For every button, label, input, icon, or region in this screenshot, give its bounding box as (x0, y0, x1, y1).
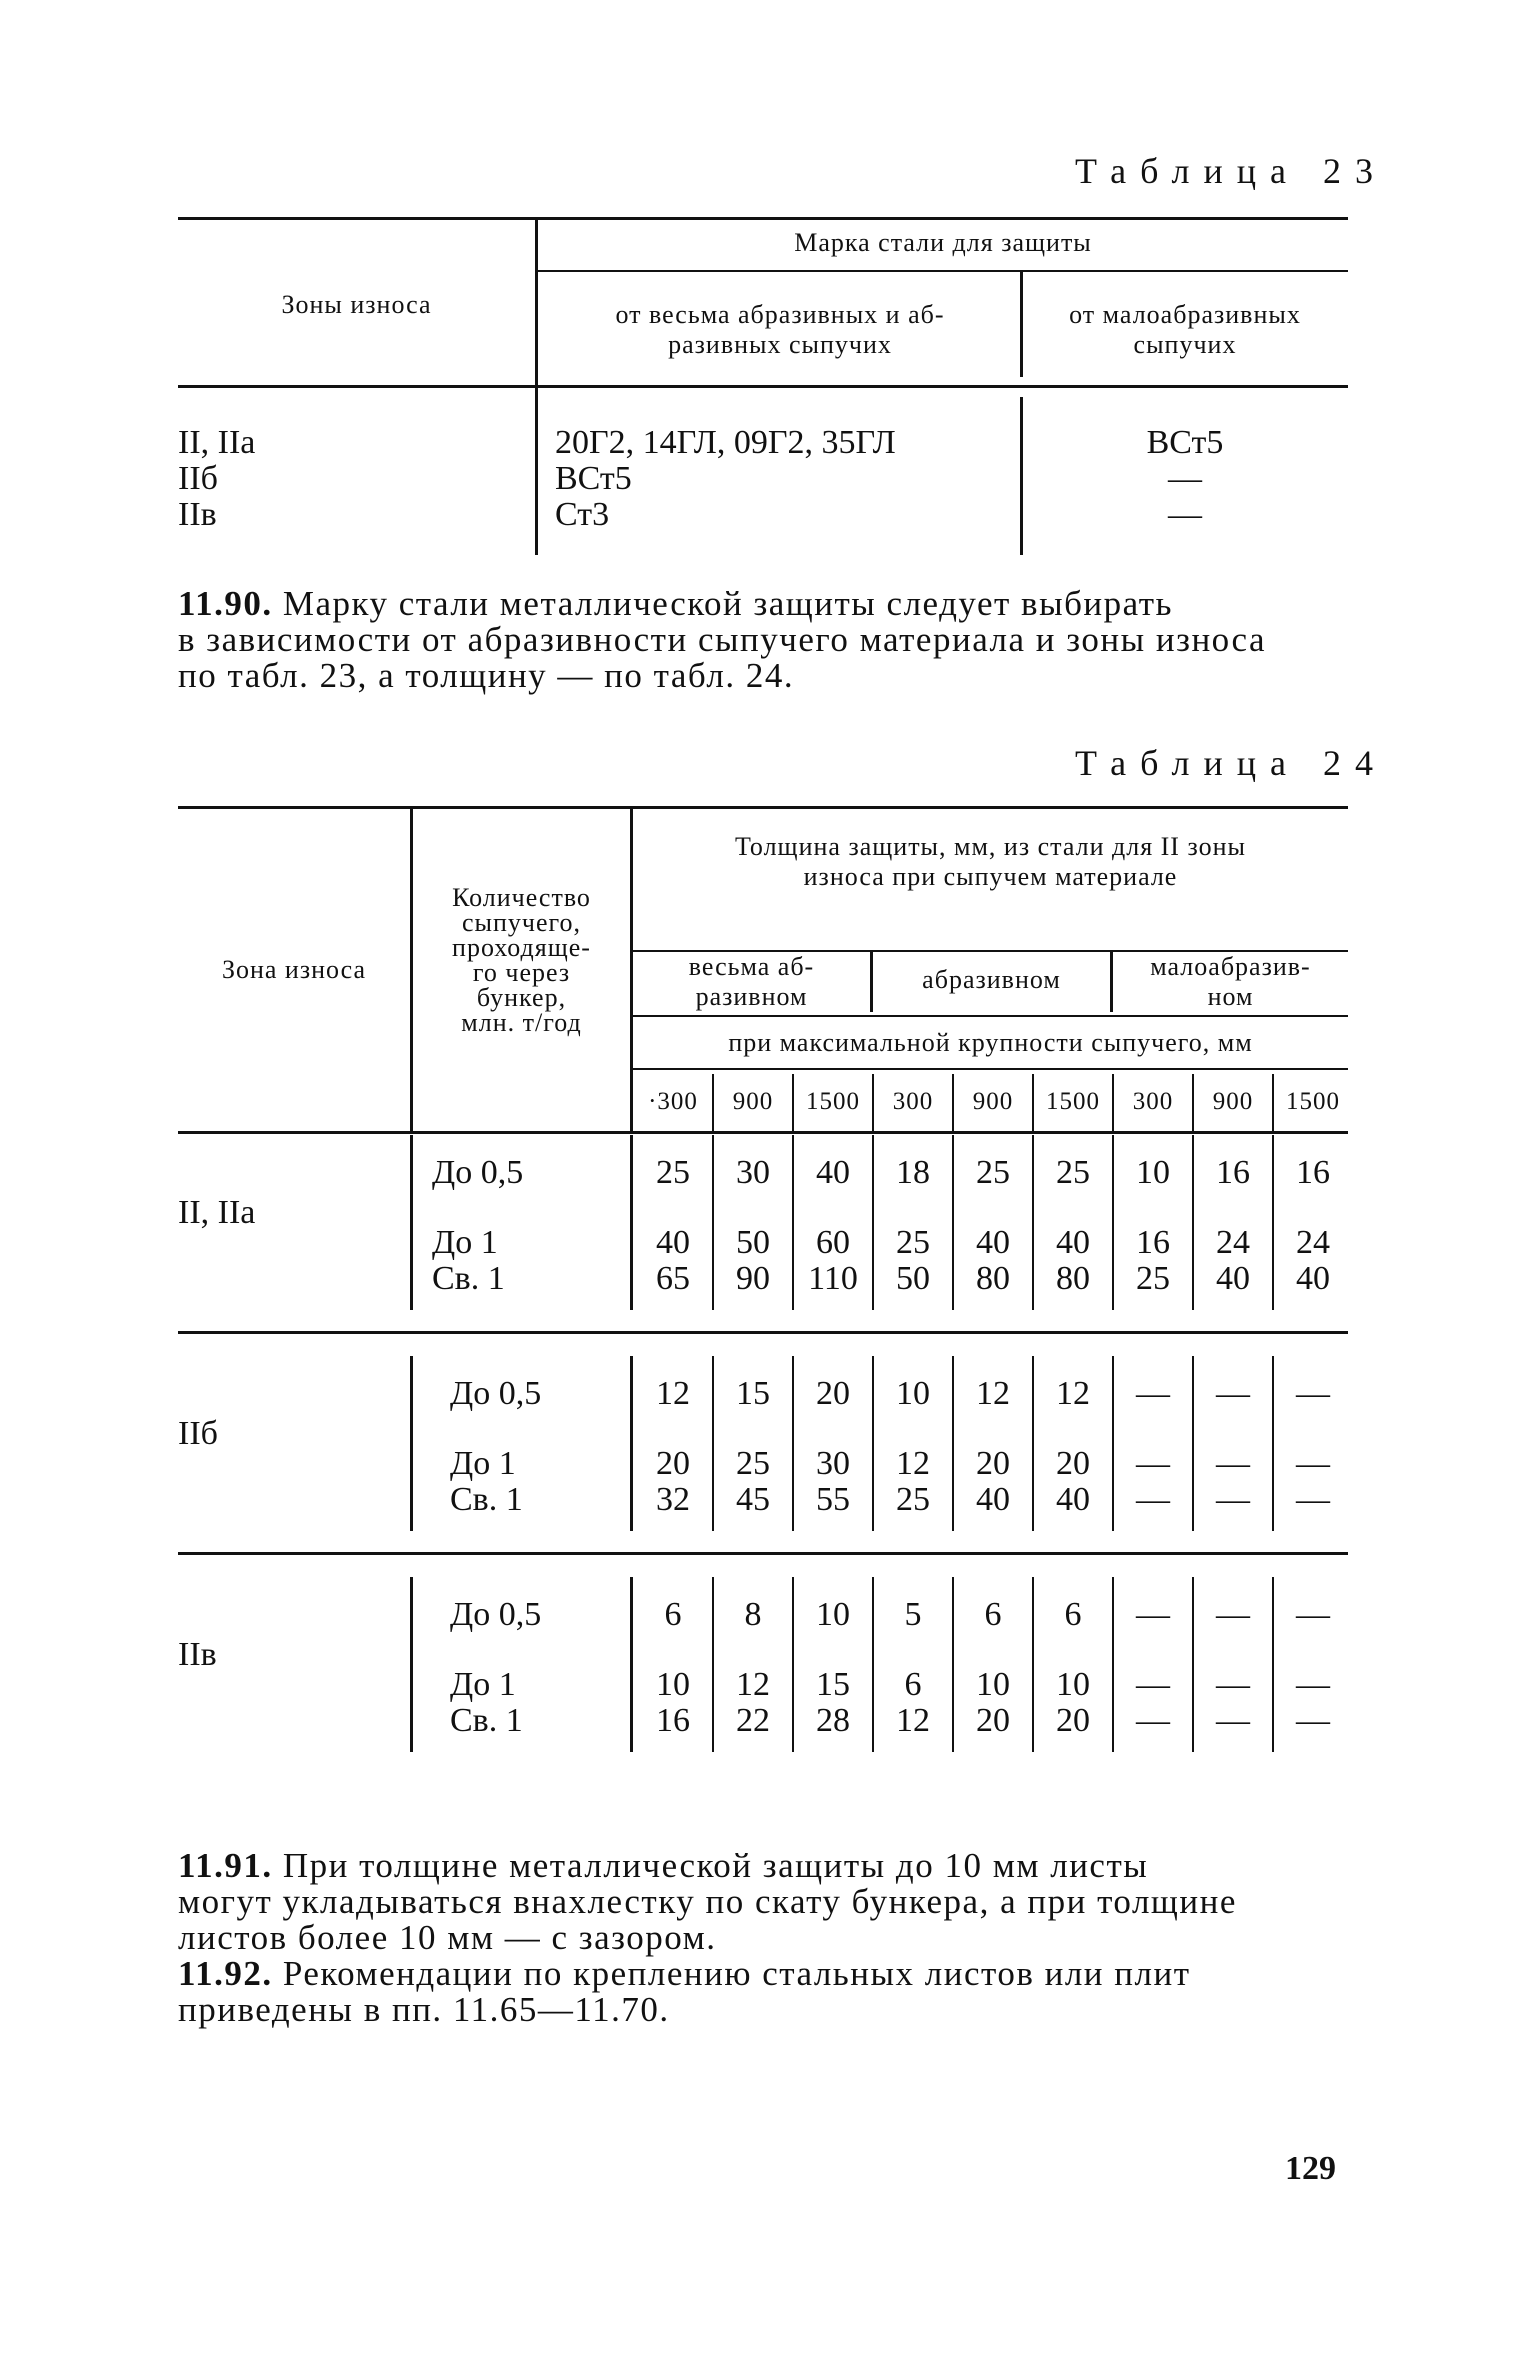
group-3-row-2-value-4: 6 (904, 1666, 922, 1703)
paragraph-11-90-line-2: в зависимости от абразивности сыпучего материала и зоны износа (178, 620, 1267, 659)
size-header-9: 1500 (1286, 1088, 1340, 1115)
group-3-row-3-value-2: 22 (736, 1702, 770, 1739)
group-2-row-1-qty: До 0,5 (450, 1375, 542, 1412)
group-3-row-2-value-1: 10 (656, 1666, 690, 1703)
group-3-row-1-value-8: — (1216, 1596, 1250, 1633)
table-23-caption: Таблица 23 (1075, 151, 1387, 191)
table-24-sub-abrasive: абразивном (922, 965, 1061, 994)
group-2-row-1-value-2: 15 (736, 1375, 770, 1412)
group-2-row-2-value-5: 20 (976, 1445, 1010, 1482)
group-1-separator (178, 1331, 1348, 1334)
paragraph-11-91-line-3: листов более 10 мм — с зазором. (178, 1918, 717, 1957)
size-header-divider-5 (1032, 1074, 1034, 1132)
paragraph-11-91-line-2: могут укладываться внахлестку по скату бункера, а при толщине (178, 1882, 1237, 1921)
table-23-col-low-line-1: от малоабразивных (1069, 300, 1301, 329)
group-2-row-1-value-8: — (1216, 1375, 1250, 1412)
group-3-row-1-qty: До 0,5 (450, 1596, 542, 1633)
group-1-row-2-value-8: 24 (1216, 1224, 1250, 1261)
group-2-row-2-value-6: 20 (1056, 1445, 1090, 1482)
group-2-row-1-value-5: 12 (976, 1375, 1010, 1412)
size-header-6: 1500 (1046, 1088, 1100, 1115)
group-2-row-1-value-4: 10 (896, 1375, 930, 1412)
group-3-row-3-value-1: 16 (656, 1702, 690, 1739)
table-24-sub-c-line-1: малоабразив- (1150, 952, 1311, 981)
size-header-8: 900 (1212, 1088, 1254, 1115)
group-1-row-2-value-4: 25 (896, 1224, 930, 1261)
table-24-sub-a-line-2: разивном (695, 982, 808, 1011)
group-3-row-3-value-9: — (1296, 1702, 1330, 1739)
group-1-row-1-value-2: 30 (736, 1154, 770, 1191)
group-1-row-1-qty: До 0,5 (432, 1154, 524, 1191)
paragraph-11-92-number: 11.92. (178, 1954, 273, 1993)
table-23-zone-cells (178, 425, 255, 533)
group-1-row-1-value-8: 16 (1216, 1154, 1250, 1191)
group-3-row-1-value-5: 6 (984, 1596, 1002, 1633)
group-3-row-3-value-8: — (1216, 1702, 1250, 1739)
group-2-row-3-value-9: — (1296, 1481, 1330, 1518)
group-2-row-1-value-1: 12 (656, 1375, 690, 1412)
group-3-row-1-value-3: 10 (816, 1596, 850, 1633)
paragraph-11-90-line-3: по табл. 23, а толщину — по табл. 24. (178, 656, 795, 695)
group-3-row-1-value-4: 5 (904, 1596, 922, 1633)
table-23-row-3-low: — (1168, 496, 1202, 533)
group-1-row-1-value-7: 10 (1136, 1154, 1170, 1191)
group-1-row-1-value-6: 25 (1056, 1154, 1090, 1191)
group-2-row-2-value-4: 12 (896, 1445, 930, 1482)
group-1-row-2-value-3: 60 (816, 1224, 850, 1261)
group-2-vline-zone (410, 1356, 413, 1531)
group-3-row-2-value-7: — (1136, 1666, 1170, 1703)
zone-label-3: IIв (178, 1636, 217, 1673)
group-1-row-1-value-1: 25 (656, 1154, 690, 1191)
group-3-row-3-value-5: 20 (976, 1702, 1010, 1739)
paragraph-11-90-number: 11.90. (178, 584, 273, 623)
paragraph-11-92-line-1: Рекомендации по креплению стальных листов или плит (282, 1954, 1191, 1993)
paragraph-11-90 (178, 586, 1338, 694)
group-2-row-1-value-9: — (1296, 1375, 1330, 1412)
size-header-3: 1500 (806, 1088, 860, 1115)
table-23-col-abrasive-line-1: от весьма абразивных и аб- (615, 300, 945, 329)
group-3-row-2-value-8: — (1216, 1666, 1250, 1703)
group-3-row-2-qty: До 1 (450, 1666, 516, 1703)
table-23-abrasive-cells (555, 425, 896, 533)
group-2-row-3-value-8: — (1216, 1481, 1250, 1518)
table-24-sub-rule (633, 1015, 1348, 1017)
table-24-col-qty-line-5: бункер, (476, 983, 567, 1012)
group-1-row-2-value-6: 40 (1056, 1224, 1090, 1261)
group-3-row-1-value-9: — (1296, 1596, 1330, 1633)
group-2-row-2-value-7: — (1136, 1445, 1170, 1482)
group-2-row-3-value-6: 40 (1056, 1481, 1090, 1518)
size-header-divider-2 (792, 1074, 794, 1132)
table-24-col-group-line-1: Толщина защиты, мм, из стали для II зоны (735, 832, 1246, 861)
table-24-col-qty-line-1: Количество (452, 883, 591, 912)
group-2-row-3-qty: Св. 1 (450, 1481, 523, 1518)
table-24-sub-c-line-2: ном (1207, 982, 1254, 1011)
table-24-sub-very-abrasive (633, 952, 870, 1012)
size-header-4: 300 (892, 1088, 934, 1115)
size-header-7: 300 (1132, 1088, 1174, 1115)
group-1-row-3-value-3: 110 (808, 1260, 858, 1297)
group-3-row-3-value-4: 12 (896, 1702, 930, 1739)
paragraph-11-92-line-2: приведены в пп. 11.65—11.70. (178, 1990, 670, 2029)
group-2-row-1-value-6: 12 (1056, 1375, 1090, 1412)
group-1-row-3-value-9: 40 (1296, 1260, 1330, 1297)
group-1-row-2-value-1: 40 (656, 1224, 690, 1261)
table-24-col-qty-line-4: го через (472, 958, 571, 987)
paragraph-11-91 (178, 1848, 1338, 1956)
table-23-vline-2 (1020, 272, 1023, 377)
table-23-row-1-zone: II, IIа (178, 424, 256, 461)
table-24-top-rule (178, 806, 1348, 809)
zone-label-2: IIб (178, 1415, 218, 1452)
group-3-row-2-value-6: 10 (1056, 1666, 1090, 1703)
group-1-row-3-qty: Св. 1 (432, 1260, 505, 1297)
group-2-row-3-value-7: — (1136, 1481, 1170, 1518)
group-3-row-1-value-1: 6 (664, 1596, 682, 1633)
table-23-col-group: Марка стали для защиты (794, 228, 1092, 257)
group-3-row-3-value-3: 28 (816, 1702, 850, 1739)
table-23-row-3-abrasive: Ст3 (555, 496, 610, 533)
group-2-row-1-value-7: — (1136, 1375, 1170, 1412)
group-2-row-2-value-8: — (1216, 1445, 1250, 1482)
table-23-vline-3 (1020, 397, 1023, 555)
group-1-row-3-value-7: 25 (1136, 1260, 1170, 1297)
table-24-col-qty (413, 885, 630, 1035)
group-3-row-3-value-6: 20 (1056, 1702, 1090, 1739)
table-24-col-qty-line-2: сыпучего, (461, 908, 582, 937)
size-header-5: 900 (972, 1088, 1014, 1115)
table-24-col-group (633, 832, 1348, 892)
group-3-row-1-value-6: 6 (1064, 1596, 1082, 1633)
group-1-row-1-value-3: 40 (816, 1154, 850, 1191)
group-1-row-2-value-9: 24 (1296, 1224, 1330, 1261)
group-2-row-2-value-3: 30 (816, 1445, 850, 1482)
table-24-header-rule (178, 1131, 1348, 1134)
group-1-row-3-value-5: 80 (976, 1260, 1010, 1297)
group-2-row-3-value-5: 40 (976, 1481, 1010, 1518)
group-1-row-3-value-6: 80 (1056, 1260, 1090, 1297)
table-23-row-1-abrasive: 20Г2, 14ГЛ, 09Г2, 35ГЛ (555, 424, 896, 461)
group-2-row-3-value-4: 25 (896, 1481, 930, 1518)
table-24-sub-low-abrasive (1113, 952, 1348, 1012)
group-1-row-2-qty: До 1 (432, 1224, 498, 1261)
group-1-row-2-value-7: 16 (1136, 1224, 1170, 1261)
group-2-row-3-value-1: 32 (656, 1481, 690, 1518)
table-23-col-low-abrasive (1025, 300, 1345, 360)
size-header-divider-1 (712, 1074, 714, 1132)
table-23-group-rule (538, 270, 1348, 272)
size-header-divider-8 (1272, 1074, 1274, 1132)
group-3-row-2-value-2: 12 (736, 1666, 770, 1703)
table-24-size-header: при максимальной крупности сыпучего, мм (728, 1028, 1253, 1057)
table-23-row-3-zone: IIв (178, 496, 217, 533)
size-header-divider-7 (1192, 1074, 1194, 1132)
zone-label-1: II, IIа (178, 1194, 256, 1231)
group-3-row-2-value-3: 15 (816, 1666, 850, 1703)
group-3-row-3-qty: Св. 1 (450, 1702, 523, 1739)
group-1-row-1-value-4: 18 (896, 1154, 930, 1191)
group-2-row-2-value-9: — (1296, 1445, 1330, 1482)
table-23-top-rule (178, 217, 1348, 220)
group-1-row-3-value-8: 40 (1216, 1260, 1250, 1297)
paragraph-11-91-number: 11.91. (178, 1846, 273, 1885)
group-3-row-1-value-7: — (1136, 1596, 1170, 1633)
paragraph-11-92 (178, 1956, 1338, 2028)
table-23-col-abrasive (540, 300, 1020, 360)
table-24-size-rule (633, 1068, 1348, 1070)
group-3-row-2-value-5: 10 (976, 1666, 1010, 1703)
group-1-row-1-value-9: 16 (1296, 1154, 1330, 1191)
group-3-row-2-value-9: — (1296, 1666, 1330, 1703)
group-1-row-3-value-4: 50 (896, 1260, 930, 1297)
group-2-separator (178, 1552, 1348, 1555)
group-2-row-2-qty: До 1 (450, 1445, 516, 1482)
group-1-row-3-value-2: 90 (736, 1260, 770, 1297)
group-2-row-2-value-2: 25 (736, 1445, 770, 1482)
table-23-row-1-low: ВСт5 (1146, 424, 1224, 461)
paragraph-11-91-line-1: При толщине металлической защиты до 10 мм листы (282, 1846, 1149, 1885)
group-3-vline-zone (410, 1577, 413, 1752)
group-2-row-2-value-1: 20 (656, 1445, 690, 1482)
table-23-header-rule (178, 385, 1348, 388)
group-3-row-3-value-7: — (1136, 1702, 1170, 1739)
table-24-col-zone: Зона износа (221, 955, 367, 984)
group-2-row-1-value-3: 20 (816, 1375, 850, 1412)
table-23-low-cells (1025, 425, 1345, 533)
table-23-col-abrasive-line-2: разивных сыпучих (668, 330, 892, 359)
size-header-divider-6 (1112, 1074, 1114, 1132)
table-23-row-2-abrasive: ВСт5 (555, 460, 632, 497)
table-24-col-qty-line-3: проходяще- (452, 933, 591, 962)
size-header-1: ·300 (648, 1088, 698, 1115)
group-2-row-3-value-3: 55 (816, 1481, 850, 1518)
table-24-caption: Таблица 24 (1075, 743, 1387, 783)
table-23-row-2-zone: IIб (178, 460, 218, 497)
group-1-row-2-value-2: 50 (736, 1224, 770, 1261)
table-24-sub-a-line-1: весьма аб- (688, 952, 815, 981)
paragraph-11-90-line-1: Марку стали металлической защиты следует выбирать (282, 584, 1174, 623)
table-24-col-qty-line-6: млн. т/год (461, 1008, 582, 1037)
table-23-col-low-line-2: сыпучих (1133, 330, 1237, 359)
group-3-row-1-value-2: 8 (744, 1596, 762, 1633)
size-header-divider-3 (872, 1074, 874, 1132)
page-number: 129 (1285, 2150, 1336, 2187)
group-1-vline-zone (410, 1135, 413, 1310)
size-header-divider-4 (952, 1074, 954, 1132)
group-1-row-2-value-5: 40 (976, 1224, 1010, 1261)
table-24-col-group-line-2: износа при сыпучем материале (803, 862, 1178, 891)
table-23-row-2-low: — (1168, 460, 1202, 497)
size-header-2: 900 (732, 1088, 774, 1115)
group-1-row-3-value-1: 65 (656, 1260, 690, 1297)
group-2-row-3-value-2: 45 (736, 1481, 770, 1518)
table-23-col-zone: Зоны износа (281, 290, 432, 319)
group-1-row-1-value-5: 25 (976, 1154, 1010, 1191)
